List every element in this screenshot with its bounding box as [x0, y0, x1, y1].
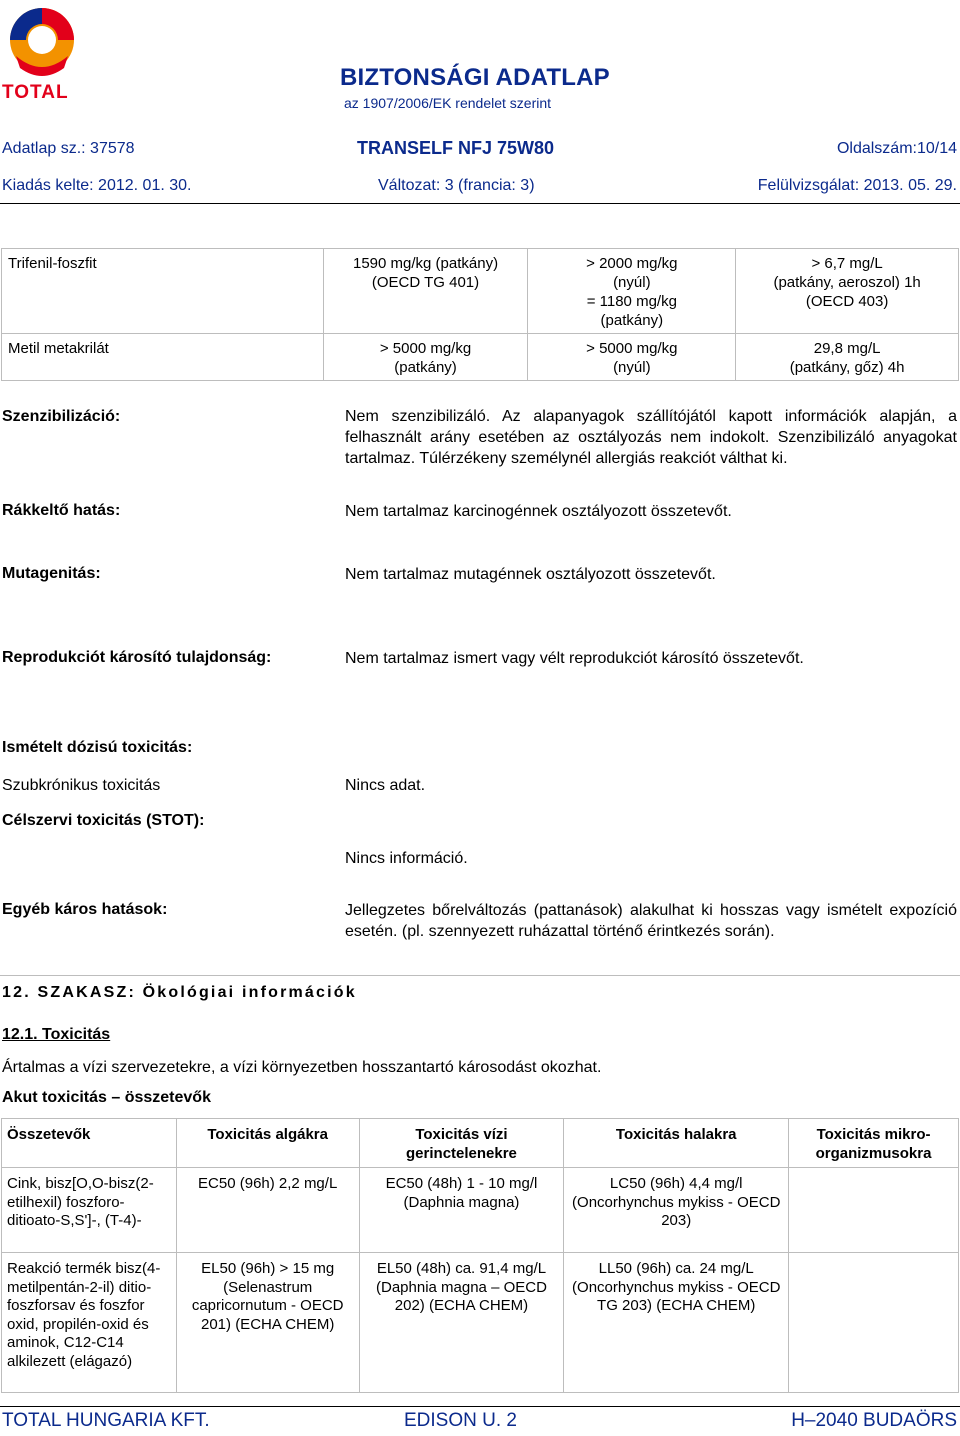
stot-text: Nincs információ. [345, 850, 468, 867]
col-header: Toxicitás vízi gerinctelenekre [359, 1119, 564, 1168]
version: Változat: 3 (francia: 3) [378, 177, 535, 194]
footer-address: EDISON U. 2 [404, 1410, 517, 1431]
oral-tox: 1590 mg/kg (patkány) (OECD TG 401) [323, 249, 528, 334]
repeated-dose-label: Ismételt dózisú toxicitás: [2, 739, 193, 756]
col-header: Toxicitás algákra [176, 1119, 359, 1168]
inhalation-tox: 29,8 mg/L (patkány, gőz) 4h [736, 334, 959, 381]
footer-city: H–2040 BUDAÖRS [791, 1410, 957, 1431]
sheet-number: Adatlap sz.: 37578 [2, 140, 135, 157]
invertebrate-tox: EL50 (48h) ca. 91,4 mg/L (Daphnia magna – OECD 202) (ECHA CHEM) [359, 1253, 564, 1393]
component-name: Reakció termék bisz(4-metilpentán-2-il) ditio-foszforsav és foszfor oxid, propilén-oxid és aminok, C12-C14 alkilezett (elágazó) [2, 1253, 177, 1393]
algae-tox: EC50 (96h) 2,2 mg/L [176, 1168, 359, 1253]
oral-tox: > 5000 mg/kg (patkány) [323, 334, 528, 381]
acute-tox-table [1, 248, 959, 381]
component-name: Trifenil-foszfit [2, 249, 324, 334]
acute-tox-title: Akut toxicitás – összetevők [2, 1089, 211, 1106]
issue-date: Kiadás kelte: 2012. 01. 30. [2, 177, 192, 194]
eco-tox-table [1, 1118, 959, 1393]
reproduction-text: Nem tartalmaz ismert vagy vélt reprodukciót károsító összetevőt. [345, 650, 804, 667]
table-row [2, 334, 959, 381]
microorganism-tox [789, 1168, 959, 1253]
other-effects-text: Jellegzetes bőrelváltozás (pattanások) alakulhat ki hosszas vagy ismételt expozíció esetén. (pl. szennyezett ruházattal történő érintkezés során). [345, 902, 957, 940]
fish-tox: LL50 (96h) ca. 24 mg/L (Oncorhynchus mykiss - OECD TG 203) (ECHA CHEM) [564, 1253, 789, 1393]
col-header: Toxicitás mikro-organizmusokra [789, 1119, 959, 1168]
header-divider [0, 203, 960, 204]
mutagenicity-label: Mutagenitás: [2, 565, 101, 582]
invertebrate-tox: EC50 (48h) 1 - 10 mg/l (Daphnia magna) [359, 1168, 564, 1253]
table-header-row [2, 1119, 959, 1168]
other-effects-label: Egyéb káros hatások: [2, 901, 168, 918]
subchronic-label: Szubkrónikus toxicitás [2, 777, 161, 794]
section-12-1-heading: 12.1. Toxicitás [2, 1026, 111, 1043]
stot-label: Célszervi toxicitás (STOT): [2, 812, 205, 829]
col-header: Összetevők [2, 1119, 177, 1168]
section-divider [0, 975, 960, 976]
total-logo-text: TOTAL [2, 82, 69, 103]
algae-tox: EL50 (96h) > 15 mg (Selenastrum capricornutum - OECD 201) (ECHA CHEM) [176, 1253, 359, 1393]
component-name: Cink, bisz[O,O-bisz(2-etilhexil) foszforo-ditioato-S,S']-, (T-4)- [2, 1168, 177, 1253]
page-number: Oldalszám:10/14 [836, 140, 957, 157]
reproduction-label: Reprodukciót károsító tulajdonság: [2, 649, 272, 666]
table-row [2, 1168, 959, 1253]
dermal-tox: > 2000 mg/kg (nyúl) = 1180 mg/kg (patkány) [528, 249, 736, 334]
table-row [2, 1253, 959, 1393]
microorganism-tox [789, 1253, 959, 1393]
col-header: Toxicitás halakra [564, 1119, 789, 1168]
sensitization-label: Szenzibilizáció: [2, 408, 121, 425]
document-title: BIZTONSÁGI ADATLAP [340, 64, 610, 91]
sensitization-text: Nem szenzibilizáló. Az alapanyagok szállítójától kapott információk alapján, a felhasznált arány esetében az osztályozás nem indokolt. Szenzibilizáló anyagokat tartalmaz. Túlérzékeny személynél allergiás reakciót válthat ki. [345, 408, 957, 467]
dermal-tox: > 5000 mg/kg (nyúl) [528, 334, 736, 381]
footer-company: TOTAL HUNGARIA KFT. [2, 1410, 210, 1431]
carcinogenicity-text: Nem tartalmaz karcinogénnek osztályozott összetevőt. [345, 503, 732, 520]
document-subtitle: az 1907/2006/EK rendelet szerint [344, 95, 552, 111]
product-name: TRANSELF NFJ 75W80 [357, 138, 555, 158]
subchronic-text: Nincs adat. [345, 777, 426, 794]
section-12-heading: 12. SZAKASZ: Ökológiai információk [2, 984, 357, 1001]
component-name: Metil metakrilát [2, 334, 324, 381]
table-row [2, 249, 959, 334]
footer-divider [0, 1406, 960, 1407]
total-logo [2, 2, 82, 102]
inhalation-tox: > 6,7 mg/L (patkány, aeroszol) 1h (OECD 403) [736, 249, 959, 334]
fish-tox: LC50 (96h) 4,4 mg/l (Oncorhynchus mykiss - OECD 203) [564, 1168, 789, 1253]
carcinogenicity-label: Rákkeltő hatás: [2, 502, 121, 519]
review-date: Felülvizsgálat: 2013. 05. 29. [757, 177, 957, 194]
mutagenicity-text: Nem tartalmaz mutagénnek osztályozott összetevőt. [345, 566, 716, 583]
section-12-text: Ártalmas a vízi szervezetekre, a vízi környezetben hosszantartó károsodást okozhat. [2, 1059, 602, 1076]
